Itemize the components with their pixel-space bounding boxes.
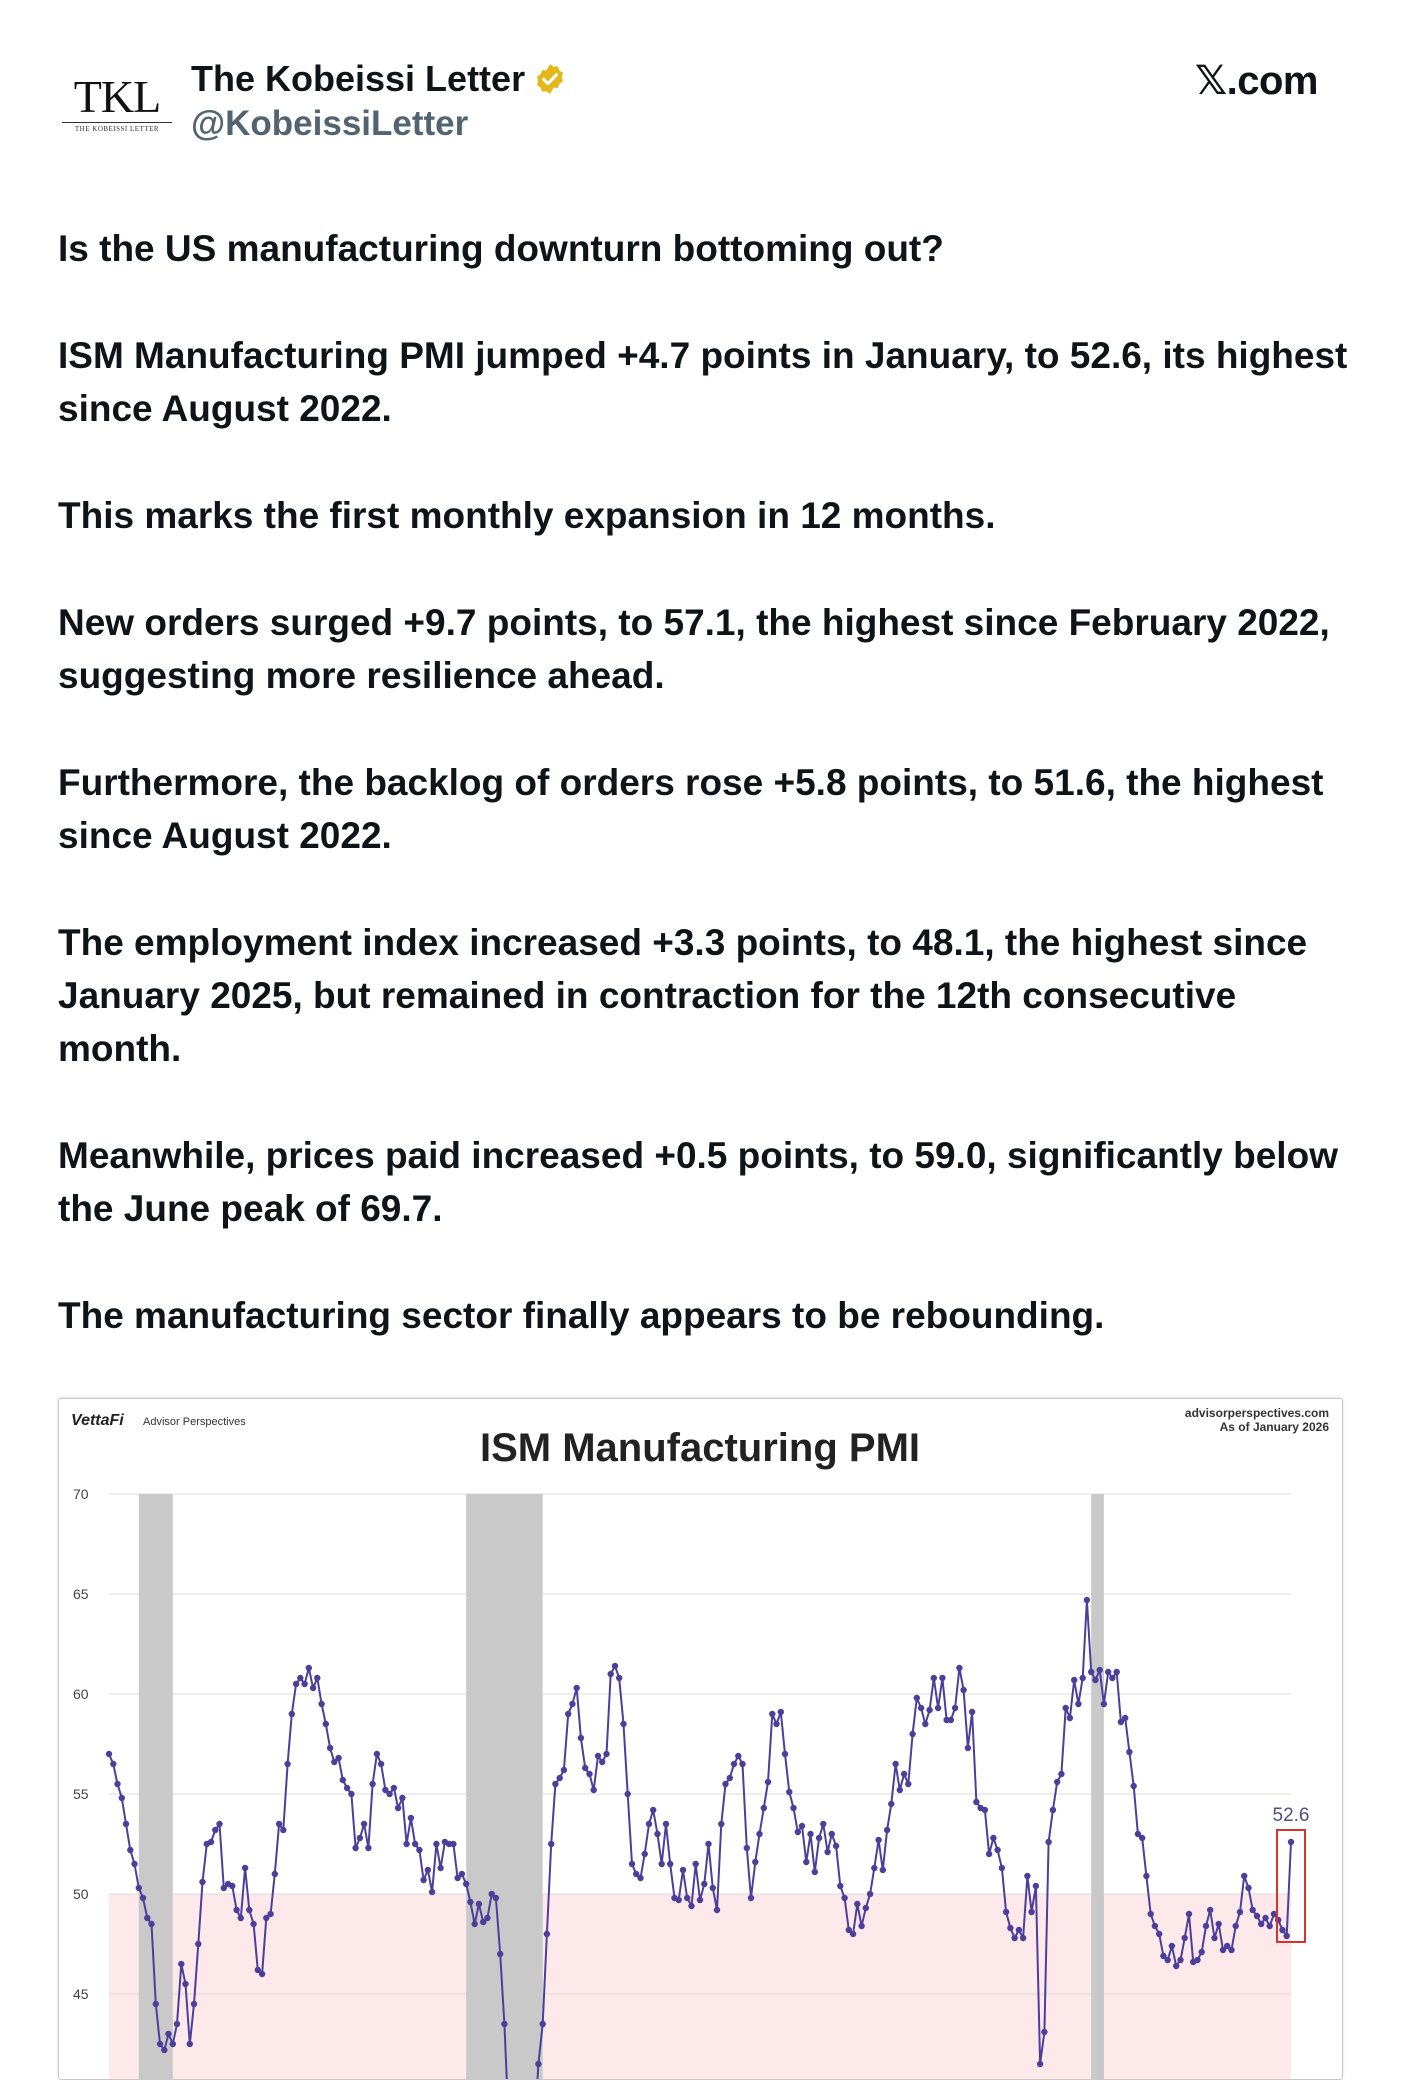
pmi-data-point [106,1751,112,1757]
pmi-data-point [476,1901,482,1907]
pmi-data-point [642,1851,648,1857]
pmi-data-point [199,1879,205,1885]
pmi-data-point [1050,1807,1056,1813]
pmi-data-point [616,1675,622,1681]
post-paragraph: Meanwhile, prices paid increased +0.5 points, to 59.0, significantly below the June peak of 69.7. [58,1135,1338,1229]
y-tick-label: 65 [73,1586,89,1602]
pmi-data-point [926,1707,932,1713]
pmi-data-point [493,1895,499,1901]
pmi-data-point [535,2061,541,2067]
y-tick-label: 70 [73,1486,89,1502]
pmi-data-point [357,1835,363,1841]
pmi-data-point [922,1721,928,1727]
pmi-data-point [608,1671,614,1677]
pmi-data-point [982,1807,988,1813]
pmi-data-point [157,2041,163,2047]
pmi-data-point [1250,1907,1256,1913]
pmi-data-point [467,1899,473,1905]
pmi-data-point [833,1843,839,1849]
pmi-data-point [561,1767,567,1773]
logo-subtext: THE KOBEISSI LETTER [62,122,172,133]
pmi-data-point [901,1771,907,1777]
pmi-data-point [552,1781,558,1787]
pmi-data-point [629,1861,635,1867]
pmi-data-point [990,1835,996,1841]
pmi-data-point [1045,1839,1051,1845]
pmi-data-point [761,1805,767,1811]
pmi-data-point [340,1777,346,1783]
pmi-data-point [952,1705,958,1711]
pmi-data-point [574,1685,580,1691]
pmi-data-point [1101,1701,1107,1707]
pmi-data-point [187,2041,193,2047]
pmi-data-point [395,1805,401,1811]
pmi-chart [59,1399,1342,2079]
recession-band [466,1494,543,2079]
pmi-data-point [1258,1921,1264,1927]
pmi-data-point [956,1665,962,1671]
pmi-data-point [888,1801,894,1807]
pmi-data-point [361,1821,367,1827]
pmi-data-point [1122,1715,1128,1721]
pmi-data-point [973,1799,979,1805]
pmi-data-point [1156,1931,1162,1937]
pmi-data-point [1037,2061,1043,2067]
pmi-data-point [803,1859,809,1865]
pmi-data-point [1020,1935,1026,1941]
pmi-data-point [969,1709,975,1715]
pmi-data-point [918,1705,924,1711]
pmi-chart-image[interactable] [58,1398,1343,2080]
pmi-data-point [1228,1947,1234,1953]
pmi-data-point [850,1931,856,1937]
pmi-data-point [773,1721,779,1727]
pmi-data-point [148,1921,154,1927]
pmi-data-point [170,2041,176,2047]
pmi-data-point [1203,1923,1209,1929]
pmi-data-point [1148,1911,1154,1917]
pmi-data-point [391,1785,397,1791]
pmi-data-point [1109,1675,1115,1681]
pmi-data-point [999,1865,1005,1871]
pmi-data-point [1199,1949,1205,1955]
pmi-data-point [429,1889,435,1895]
pmi-data-point [565,1711,571,1717]
pmi-data-point [578,1735,584,1741]
pmi-data-point [408,1815,414,1821]
pmi-data-point [557,1775,563,1781]
pmi-data-point [1024,1873,1030,1879]
pmi-data-point [1007,1925,1013,1931]
pmi-data-point [1241,1873,1247,1879]
pmi-data-point [259,1971,265,1977]
pmi-data-point [722,1781,728,1787]
post-text [58,222,1358,1396]
pmi-data-point [433,1841,439,1847]
pmi-data-point [812,1869,818,1875]
pmi-data-point [276,1821,282,1827]
pmi-data-point [1088,1669,1094,1675]
pmi-data-point [348,1791,354,1797]
pmi-data-point [233,1907,239,1913]
pmi-data-point [892,1761,898,1767]
pmi-data-point [369,1781,375,1787]
pmi-data-point [1054,1779,1060,1785]
pmi-data-point [420,1877,426,1883]
post-paragraph: New orders surged +9.7 points, to 57.1, the highest since February 2022, suggesting more resilience ahead. [58,602,1330,696]
pmi-data-point [306,1665,312,1671]
pmi-data-point [595,1753,601,1759]
pmi-data-point [1063,1705,1069,1711]
pmi-data-point [1284,1933,1290,1939]
pmi-data-point [1186,1911,1192,1917]
pmi-data-point [1003,1909,1009,1915]
pmi-data-point [386,1791,392,1797]
pmi-data-point [591,1787,597,1793]
pmi-data-point [1152,1923,1158,1929]
pmi-data-point [1114,1669,1120,1675]
y-tick-label: 55 [73,1786,89,1802]
pmi-data-point [459,1871,465,1877]
pmi-data-point [335,1755,341,1761]
pmi-data-point [403,1841,409,1847]
pmi-data-point [1173,1963,1179,1969]
y-tick-label: 45 [73,1986,89,2002]
pmi-data-point [582,1765,588,1771]
x-logo-source: 𝕏.com [1194,59,1318,103]
pmi-data-point [114,1781,120,1787]
pmi-data-point [267,1911,273,1917]
pmi-data-point [837,1883,843,1889]
pmi-data-point [1084,1597,1090,1603]
pmi-data-point [752,1859,758,1865]
pmi-data-point [680,1867,686,1873]
pmi-data-point [374,1751,380,1757]
pmi-data-point [437,1865,443,1871]
pmi-data-point [1028,1909,1034,1915]
pmi-data-point [1080,1675,1086,1681]
pmi-data-point [1288,1839,1294,1845]
pmi-data-point [939,1675,945,1681]
pmi-data-point [620,1721,626,1727]
post-paragraph: Is the US manufacturing downturn bottoming out? [58,228,944,269]
post-header [0,0,1424,160]
pmi-data-point [688,1903,694,1909]
pmi-data-point [293,1681,299,1687]
advisor-perspectives-brand: Advisor Perspectives [143,1416,246,1428]
pmi-data-point [352,1845,358,1851]
kobeissi-logo[interactable] [62,71,172,133]
pmi-data-point [1194,1957,1200,1963]
pmi-data-point [1254,1913,1260,1919]
pmi-data-point [599,1759,605,1765]
pmi-data-point [863,1905,869,1911]
pmi-data-point [544,1931,550,1937]
pmi-data-point [165,2031,171,2037]
pmi-data-point [1016,1927,1022,1933]
author-handle[interactable]: @KobeissiLetter [191,104,469,143]
pmi-data-point [127,1847,133,1853]
pmi-data-point [701,1881,707,1887]
pmi-data-point [858,1923,864,1929]
pmi-data-point [782,1751,788,1757]
pmi-data-point [650,1807,656,1813]
pmi-data-point [786,1789,792,1795]
pmi-data-point [463,1881,469,1887]
pmi-data-point [884,1827,890,1833]
pmi-data-point [416,1847,422,1853]
pmi-data-point [765,1779,771,1785]
pmi-data-point [710,1885,716,1891]
pmi-data-point [807,1831,813,1837]
pmi-data-point [1177,1957,1183,1963]
pmi-data-point [310,1685,316,1691]
pmi-data-point [676,1897,682,1903]
pmi-data-point [1071,1677,1077,1683]
logo-mark: TKL [73,71,161,122]
pmi-data-point [161,2047,167,2053]
pmi-data-point [1216,1921,1222,1927]
pmi-data-point [140,1895,146,1901]
post-paragraph: This marks the first monthly expansion in 12 months. [58,495,996,536]
pmi-data-point [344,1785,350,1791]
pmi-data-point [1245,1885,1251,1891]
pmi-data-point [229,1883,235,1889]
pmi-data-point [625,1791,631,1797]
pmi-data-point [960,1687,966,1693]
pmi-data-point [501,2021,507,2027]
pmi-data-point [867,1891,873,1897]
pmi-data-point [1067,1715,1073,1721]
pmi-data-point [144,1915,150,1921]
pmi-data-point [119,1795,125,1801]
pmi-data-point [314,1675,320,1681]
pmi-data-point [1126,1749,1132,1755]
pmi-data-point [1182,1935,1188,1941]
pmi-data-point [110,1761,116,1767]
pmi-data-point [484,1915,490,1921]
pmi-data-point [425,1867,431,1873]
pmi-data-point [208,1839,214,1845]
pmi-data-point [136,1885,142,1891]
pmi-data-point [301,1681,307,1687]
display-name[interactable]: The Kobeissi Letter [191,58,526,99]
pmi-data-point [659,1861,665,1867]
pmi-data-point [246,1907,252,1913]
pmi-data-point [739,1761,745,1767]
pmi-data-point [250,1921,256,1927]
pmi-data-point [242,1865,248,1871]
pmi-data-point [1233,1923,1239,1929]
pmi-data-point [778,1709,784,1715]
pmi-data-point [735,1753,741,1759]
pmi-data-point [756,1831,762,1837]
pmi-data-point [829,1831,835,1837]
pmi-data-point [212,1827,218,1833]
pmi-data-point [667,1861,673,1867]
pmi-data-point [399,1795,405,1801]
pmi-data-point [131,1861,137,1867]
pmi-data-point [450,1841,456,1847]
pmi-data-point [280,1827,286,1833]
pmi-data-point [714,1907,720,1913]
pmi-data-point [880,1867,886,1873]
pmi-data-point [1105,1669,1111,1675]
pmi-data-point [1267,1923,1273,1929]
pmi-data-point [603,1751,609,1757]
pmi-data-point [1279,1927,1285,1933]
pmi-data-point [365,1845,371,1851]
pmi-data-point [875,1837,881,1843]
pmi-data-point [586,1771,592,1777]
pmi-data-point [1011,1935,1017,1941]
pmi-data-point [1033,1883,1039,1889]
pmi-data-point [871,1865,877,1871]
pmi-data-point [318,1701,324,1707]
y-tick-label: 50 [73,1886,89,1902]
pmi-data-point [931,1675,937,1681]
pmi-data-point [612,1663,618,1669]
pmi-data-point [378,1761,384,1767]
author-name-row[interactable] [191,58,567,100]
pmi-data-point [994,1847,1000,1853]
pmi-data-point [986,1851,992,1857]
pmi-data-point [323,1721,329,1727]
pmi-data-point [297,1675,303,1681]
pmi-data-point [654,1831,660,1837]
vettafi-brand: VettaFi [71,1412,124,1429]
pmi-data-point [1211,1935,1217,1941]
post-paragraph: Furthermore, the backlog of orders rose +5.8 points, to 51.6, the highest since August 2022. [58,762,1324,856]
pmi-data-point [948,1717,954,1723]
pmi-data-point [1237,1909,1243,1915]
pmi-data-point [727,1775,733,1781]
verified-badge-icon [533,62,567,96]
post-paragraph: The employment index increased +3.3 points, to 48.1, the highest since January 2025, but remained in contraction for the 12th consecutive month. [58,922,1308,1069]
pmi-data-point [548,1841,554,1847]
pmi-data-point [327,1745,333,1751]
pmi-data-point [1275,1917,1281,1923]
pmi-data-point [1075,1701,1081,1707]
pmi-data-point [1097,1667,1103,1673]
pmi-data-point [897,1787,903,1793]
pmi-data-point [174,2021,180,2027]
pmi-data-point [1143,1873,1149,1879]
pmi-data-point [663,1821,669,1827]
pmi-data-point [824,1849,830,1855]
pmi-data-point [820,1821,826,1827]
pmi-data-point [497,1951,503,1957]
contraction-zone [109,1894,1291,2079]
pmi-data-point [1165,1957,1171,1963]
pmi-data-point [216,1821,222,1827]
pmi-data-point [905,1781,911,1787]
pmi-data-point [191,2001,197,2007]
pmi-data-point [795,1829,801,1835]
pmi-data-point [748,1895,754,1901]
source-label: advisorperspectives.com [1184,1406,1329,1420]
as-of-label: As of January 2026 [1219,1420,1329,1434]
pmi-data-point [637,1875,643,1881]
pmi-data-point [854,1901,860,1907]
pmi-data-point [935,1705,941,1711]
pmi-data-point [769,1711,775,1717]
pmi-data-point [182,1981,188,1987]
pmi-data-point [238,1915,244,1921]
pmi-data-point [1131,1783,1137,1789]
pmi-data-point [123,1821,129,1827]
post-paragraph: ISM Manufacturing PMI jumped +4.7 points in January, to 52.6, its highest since August 2022. [58,335,1348,429]
pmi-data-point [1139,1835,1145,1841]
pmi-data-point [816,1835,822,1841]
pmi-data-point [693,1861,699,1867]
latest-value-label: 52.6 [1272,1805,1310,1826]
pmi-data-point [289,1711,295,1717]
pmi-data-point [731,1761,737,1767]
pmi-data-point [744,1845,750,1851]
pmi-data-point [1262,1915,1268,1921]
pmi-data-point [684,1895,690,1901]
pmi-data-point [272,1871,278,1877]
pmi-data-point [841,1895,847,1901]
pmi-data-point [790,1805,796,1811]
pmi-data-point [540,2021,546,2027]
pmi-data-point [1092,1677,1098,1683]
pmi-data-point [284,1761,290,1767]
pmi-data-point [697,1897,703,1903]
pmi-data-point [646,1821,652,1827]
y-tick-label: 60 [73,1686,89,1702]
post-paragraph: The manufacturing sector finally appears to be rebounding. [58,1295,1105,1336]
pmi-data-point [799,1823,805,1829]
pmi-data-point [412,1841,418,1847]
pmi-data-point [914,1695,920,1701]
pmi-data-point [178,1961,184,1967]
chart-title: ISM Manufacturing PMI [480,1426,920,1470]
pmi-data-point [1058,1771,1064,1777]
pmi-data-point [472,1921,478,1927]
pmi-data-point [195,1941,201,1947]
pmi-data-point [909,1731,915,1737]
pmi-data-point [1041,2029,1047,2035]
pmi-data-point [569,1701,575,1707]
pmi-data-point [1169,1943,1175,1949]
pmi-data-point [965,1745,971,1751]
pmi-data-point [1207,1907,1213,1913]
pmi-data-point [153,2001,159,2007]
pmi-data-point [705,1841,711,1847]
pmi-data-point [718,1821,724,1827]
recession-band [1091,1494,1104,2079]
